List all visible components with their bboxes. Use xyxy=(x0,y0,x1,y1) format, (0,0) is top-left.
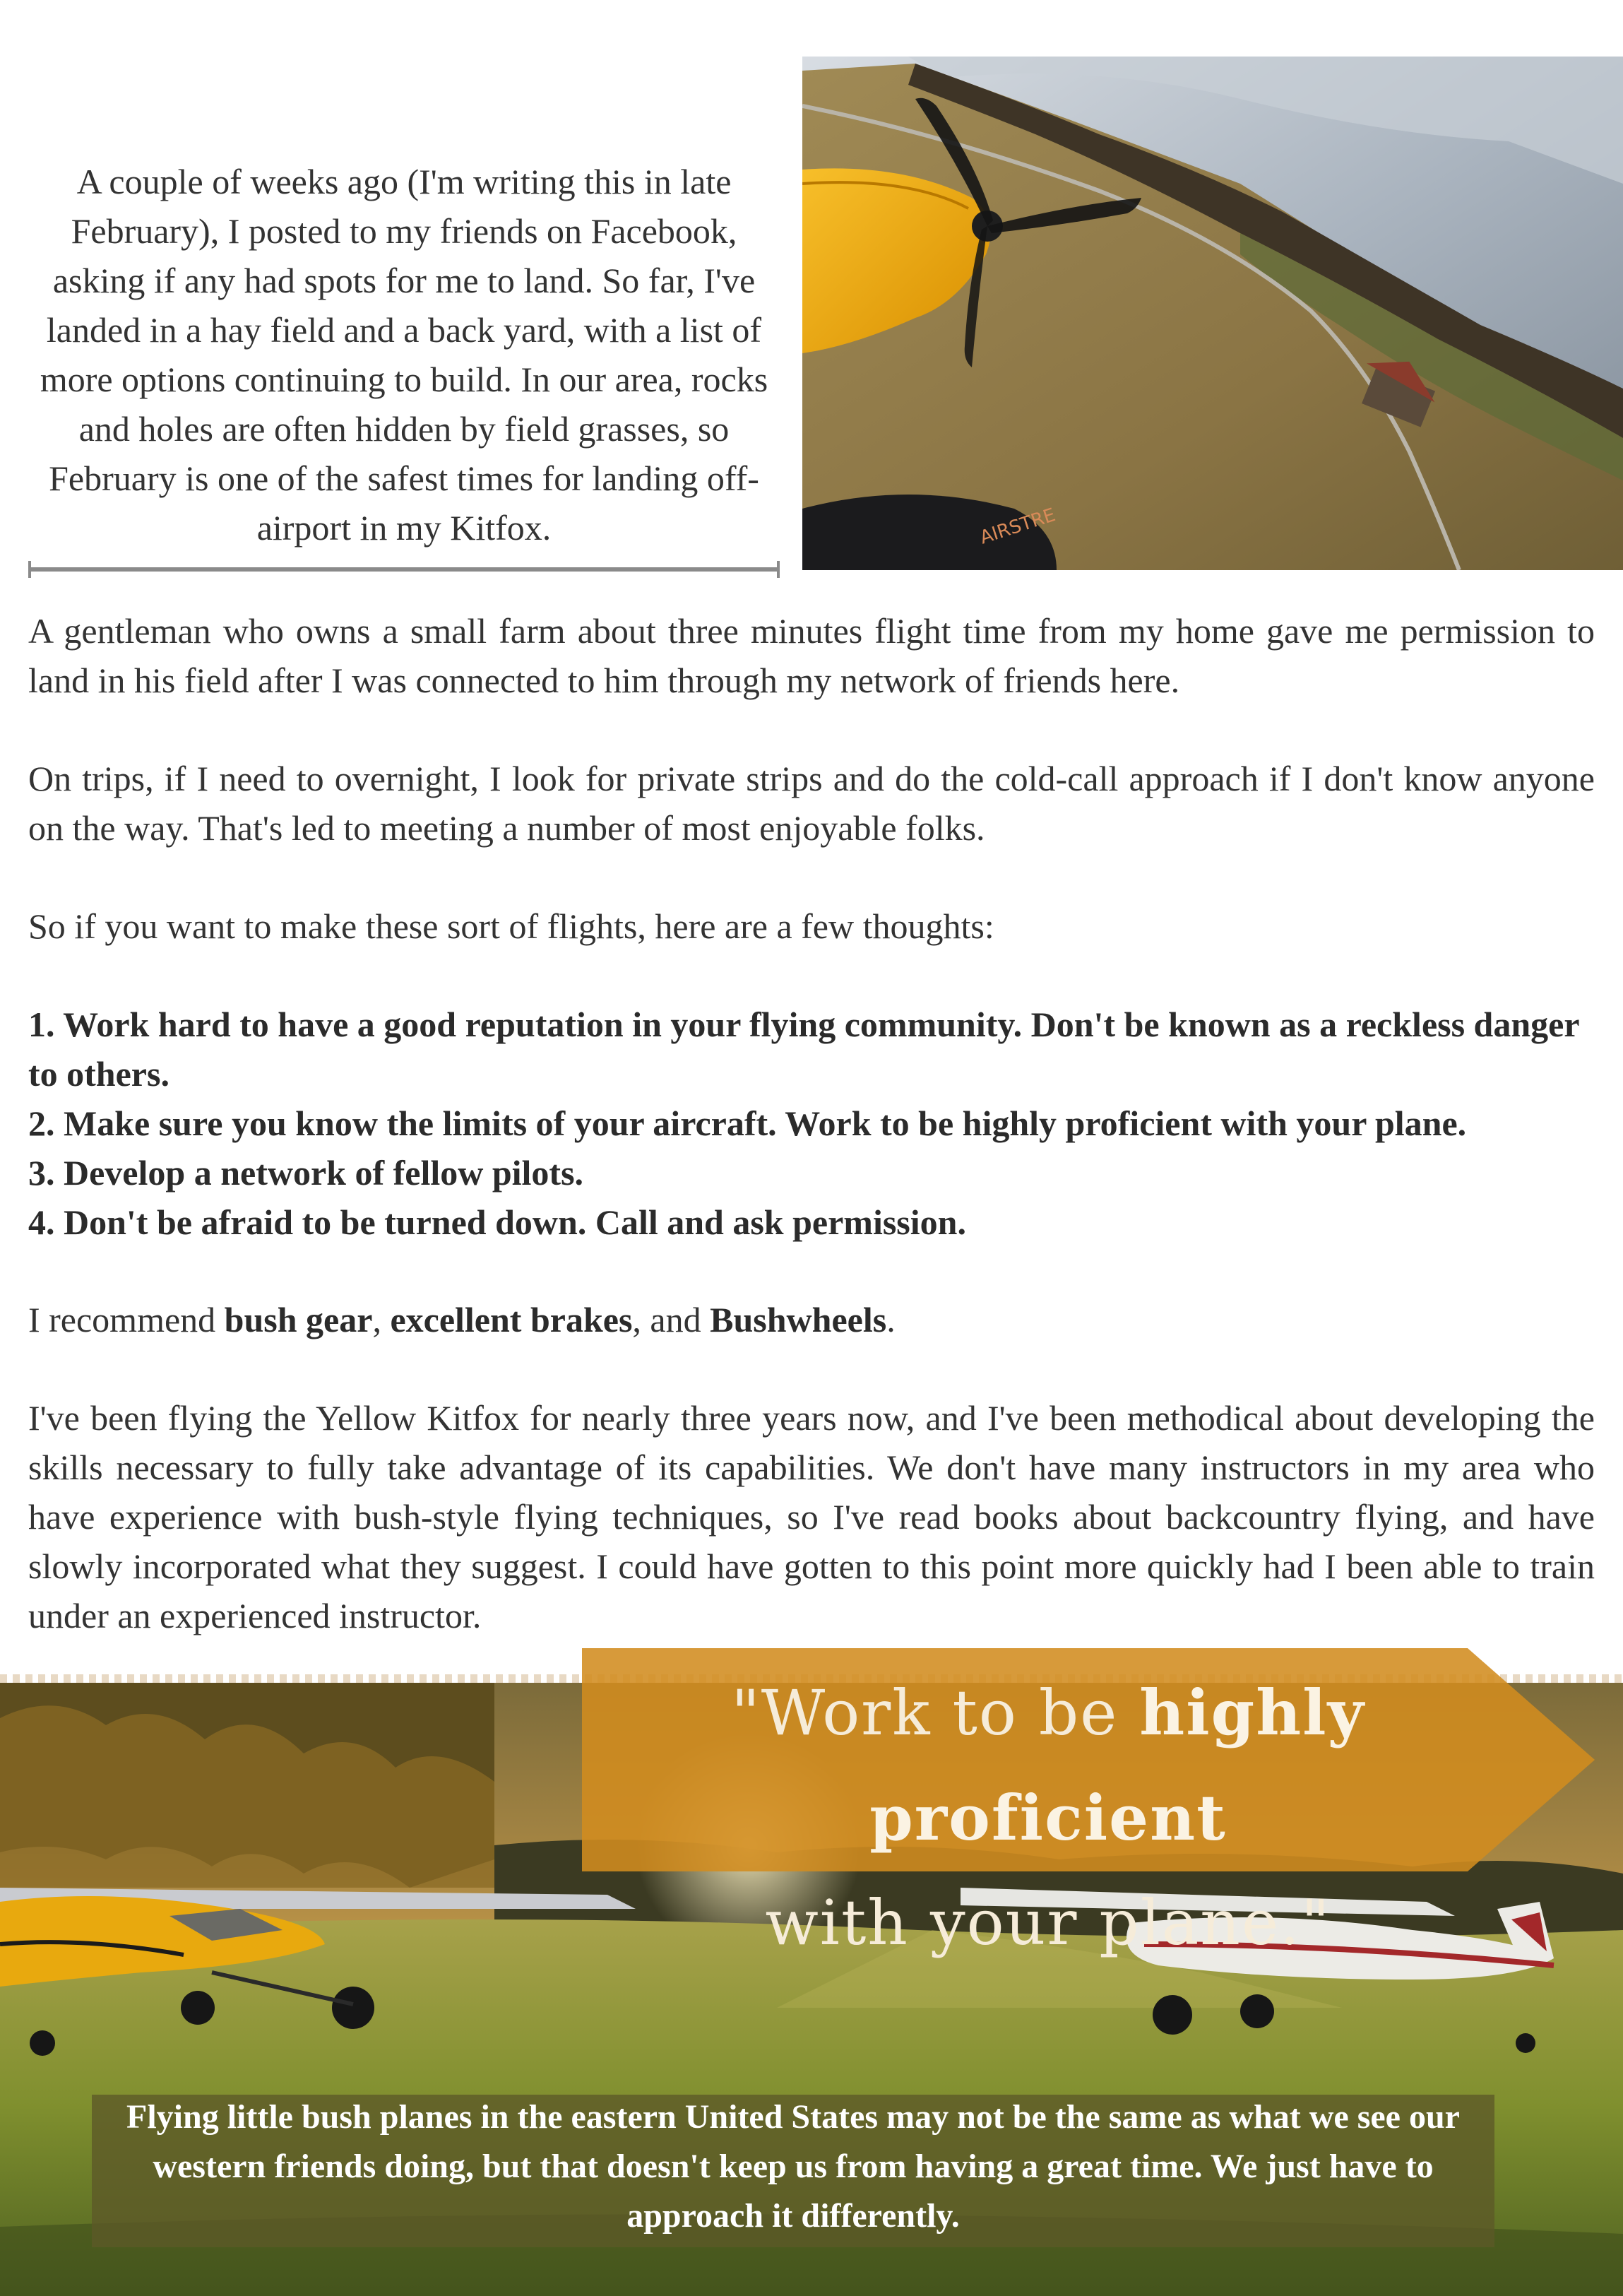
tip-item: 1. Work hard to have a good reputation in your flying community. Don't be known as a reckless danger to others. xyxy=(28,1005,1579,1094)
photo-caption: Flying little bush planes in the eastern United States may not be the same as what we see our western friends doing, but that doesn't keep us from having a great time. We just have to approach it differently. xyxy=(126,2098,1460,2235)
quote-part-1: "Work to be xyxy=(731,1676,1140,1749)
recommend-sep-2: , and xyxy=(632,1300,711,1339)
intro-divider xyxy=(28,567,780,572)
tip-item: 3. Develop a network of fellow pilots. xyxy=(28,1153,584,1193)
paragraph-farm-permission: A gentleman who owns a small farm about three minutes flight time from my home gave me permission to land in his field after I was connected to him through my network of friends here. xyxy=(28,611,1595,700)
tire-brand-label: AIRSTRE xyxy=(977,504,1059,549)
recommend-bushwheels: Bushwheels xyxy=(710,1300,887,1339)
paragraph-experience: I've been flying the Yellow Kitfox for nearly three years now, and I've been methodical about developing the skills necessary to fully take advantage of its capabilities. We don't have many instructors in my area who have experience with bush-style flying techniques, so I've read books about backcountry flying, and have slowly incorporated what they suggest. I could have gotten to this point more quickly had I been able to train under an experienced instructor. xyxy=(28,1398,1595,1635)
intro-paragraph: A couple of weeks ago (I'm writing this in late February), I posted to my friends on Facebook, asking if any had spots for me to land. So far, I've landed in a hay field and a back yard, with a list of more options continuing to build. In our area, rocks and holes are often hidden by field grasses, so February is one of the safest times for landing off-airport in my Kitfox. xyxy=(40,162,768,548)
tip-item: 4. Don't be afraid to be turned down. Call and ask permission. xyxy=(28,1202,966,1242)
recommend-sep-1: , xyxy=(372,1300,391,1339)
recommend-suffix: . xyxy=(886,1300,896,1339)
quote-part-2: with your plane." xyxy=(765,1886,1331,1959)
tips-list xyxy=(28,1000,1595,1247)
tip-item: 2. Make sure you know the limits of your aircraft. Work to be highly proficient with your plane. xyxy=(28,1103,1467,1143)
recommend-prefix: I recommend xyxy=(28,1300,225,1339)
quote-emphasis: highly proficient xyxy=(869,1676,1365,1854)
recommend-bush-gear: bush gear xyxy=(224,1300,373,1339)
paragraph-recommendations xyxy=(28,1295,1595,1344)
paragraph-thoughts-intro: So if you want to make these sort of flights, here are a few thoughts: xyxy=(28,906,994,946)
paragraph-overnight-trips: On trips, if I need to overnight, I look for private strips and do the cold-call approach if I don't know anyone on the way. That's led to meeting a number of most enjoyable folks. xyxy=(28,759,1595,848)
recommend-brakes: excellent brakes xyxy=(390,1300,633,1339)
kitfox-nose-photo xyxy=(802,57,1623,570)
pull-quote xyxy=(582,1660,1514,1975)
